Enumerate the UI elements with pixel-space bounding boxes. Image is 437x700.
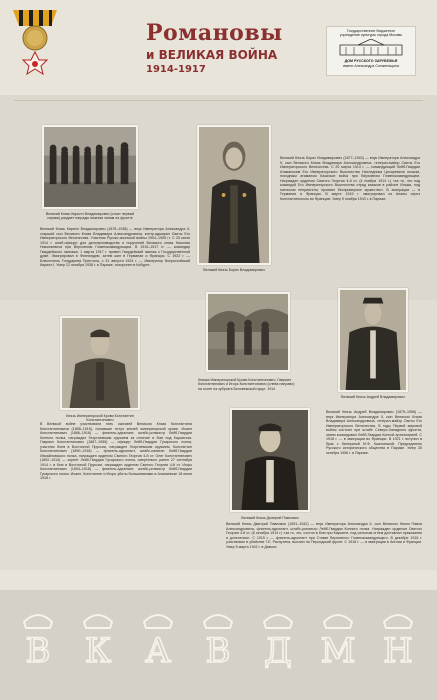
photo-boris-portrait [197,125,271,265]
header [146,20,283,75]
svg-text:Д: Д [264,631,292,671]
caption-dmitri: Великий Князь Дмитрий Павлович [241,516,299,520]
photo-andrei-portrait [338,288,408,392]
st-george-medal-icon [7,8,63,88]
photo-kirill-group [42,125,138,209]
caption-kirill: Великий Князь Кирилл Владимирович (стоит первый справа) раздает награды нижним чинам на фронте [45,212,135,221]
svg-text:В: В [25,631,51,671]
divider-line [14,100,423,101]
museum-logo [326,26,416,76]
monogram-icon [70,600,126,680]
monogram-icon [130,600,186,680]
text-kirill: Великий Князь Кирилл Владимирович (1876–1938) — внук Императора Александра II, старший сын Великого Князя Владимира Александровича, контр-адмирал Свиты Его Императорского Величества. Участник Русско-японской войны 1904–1905 гг. С 25 июля 1914 г. штаб-офицер для делопроизводства и поручений Великого князя Николая Николаевича при Верховном Главнокомандующем. В 1915–1917 гг. — командир Гвардейского экипажа. 1 марта 1917 г. привел Гвардейский экипаж к Государственной думе. Эмигрировал в Финляндию, затем жил в Германии и Франции. С 1922 г. — Блюститель Государева Престола, с 31 августа 1924 г. — Император Всероссийский Кирилл I. Умер 12 октября 1938 г. в Париже, похоронен в Кобурге. [40,227,190,267]
svg-text:Н: Н [383,631,413,671]
caption-boris: Великий Князь Борис Владимирович [203,268,265,272]
monogram-icon [190,600,246,680]
caption-konstantinovichi: Князья Императорской Крови Константинович, Гавриил Константинович и Игорь Константинович (слева направо) на охоте на зубров в Беловежской пуще. 1914 [198,378,295,391]
page-subtitle: и ВЕЛИКАЯ ВОЙНА [146,48,278,62]
page-years: 1914-1917 [146,64,206,75]
svg-text:В: В [205,631,231,671]
monogram-icon [310,600,366,680]
page-title: Романовы [146,20,283,46]
monogram-icon [250,600,306,680]
museum-line: ДОМ РУССКОГО ЗАРУБЕЖЬЯ [344,59,398,64]
text-andrei: Великий Князь Андрей Владимирович (1879–1956) — внук Императора Александра II, сын Великого Князя Владимира Александровича, генерал-майор Свиты Его Императорского Величества. В годы Первой мировой войны состоял при штабе Северо-Западного фронта, затем командовал Лейб-Гвардии Конной артиллерией. С 1918 г. — в эмиграции во Франции. В 1921 г. вступил в брак с балериной М.Ф. Кшесинской. Председатель Русского исторического общества в Париже. Умер 30 октября 1956 г. в Париже. [326,410,422,455]
photo-dmitri-portrait [230,408,310,512]
monogram-icon [10,600,66,680]
svg-text:К: К [84,631,112,671]
photo-konstantinovichi-hunt [206,292,290,372]
svg-text:А: А [145,631,171,671]
caption-konstantin: Князь Императорской Крови Константин Константинович [66,414,134,423]
text-boris: Великий Князь Борис Владимирович (1877–1943) — внук Императора Александра II, сын Великого Князя Владимира Александровича, генерал-майор Свиты Его Императорского Величества. С 20 марта 1914 г. — командующий Лейб-Гвардии Атаманским Его Императорского Высочества Наследника Цесаревича полком, походным атаманом Казачьих войск при Верховном Главнокомандующем. Награжден орденом Святого Георгия 4-й ст. (4 ноября 1914 г.) «за то, что под командой Его Императорского Высочества отряд казаков в районе Ильжи, под натиском неприятеля, проявил беспримерное мужество». В эмиграции — в Германии и Франции. В марте 1919 г. эмигрировал из Анапы через Константинополь во Францию. Умер 9 ноября 1943 г. в Париже. [280,156,420,201]
svg-text:М: М [320,631,356,671]
building-icon [336,39,406,57]
museum-line: имени Александра Солженицына [342,63,400,68]
caption-andrei: Великий Князь Андрей Владимирович [341,395,405,399]
text-konstantinovichi: В Великой войне участвовали пять сыновей Великого Князя Константина Константиновича (1858–1915), носившие титул князей императорской крови. Иоанн Константинович (1886–1918) — флигель-адъютант, штабс-ротмистр Лейб-Гвардии Конного полка, награжден Георгиевским оружием за отличие в бою под Каушеном. Гавриил Константинович (1887–1955) — офицер Лейб-Гвардии Гусарского полка, участник боев в Восточной Пруссии, награжден Георгиевским оружием. Константин Константинович (1890–1918) — флигель-адъютант, штабс-капитан Лейб-Гвардии Измайловского полка, награжден орденом Святого Георгия 4-й ст. Олег Константинович (1892–1914) — корнет Лейб-Гвардии Гусарского полка, смертельно ранен 27 сентября 1914 г. в бою в Восточной Пруссии, награжден орденом Святого Георгия 4-й ст. Игорь Константинович (1894–1918) — флигель-адъютант, штабс-ротмистр Лейб-Гвардии Гусарского полка. Иоанн, Константин и Игорь убиты большевиками в Алапаевске 18 июля 1918 г. [40,422,192,480]
text-dmitri: Великий Князь Дмитрий Павлович (1891–1942) — внук Императора Александра II, сын Великого Князя Павла Александровича, флигель-адъютант, штабс-ротмистр Лейб-Гвардии Конного полка. Награжден орденом Святого Георгия 4-й ст. (6 октября 1914 г.) «за то, что, состоя в бою при Каушене, под сильным огнем доставлял приказания и донесения». С 1915 г. — флигель-адъютант при Ставке Верховного Главнокомандующего. В декабре 1916 г. участвовал в убийстве Г.Е. Распутина, выслан на Персидский фронт. С 1918 г. — в эмиграции в Англии и Франции. Умер 5 марта 1942 г. в Давосе. [226,522,422,549]
museum-line: Государственное бюджетное [346,29,396,33]
museum-line: учреждение культуры города Москвы [339,33,403,38]
monogram-icon [370,600,426,680]
photo-konstantin-portrait [60,316,140,410]
